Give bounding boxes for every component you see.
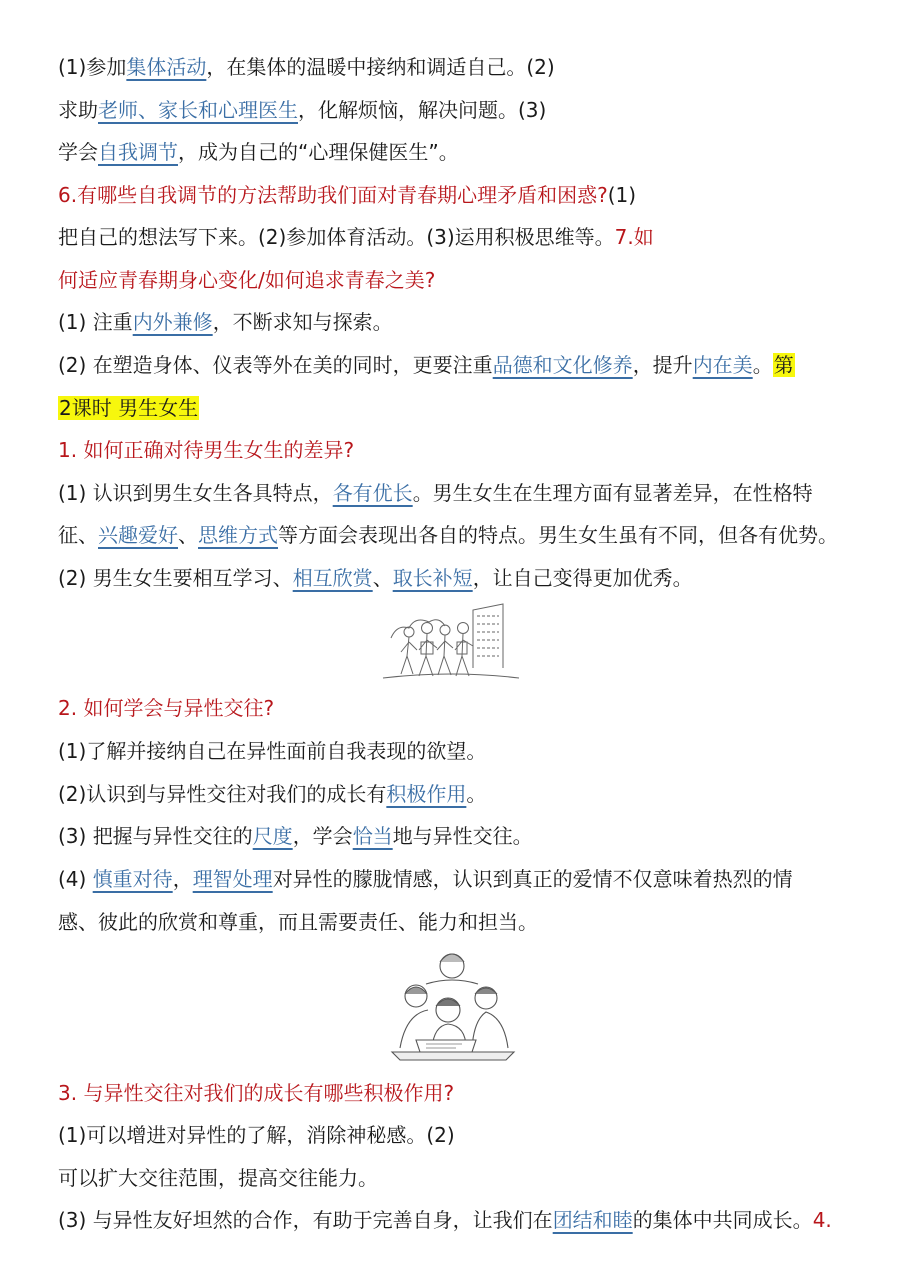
heading-text: 6.有哪些自我调节的方法帮助我们面对青春期心理矛盾和困惑? (58, 183, 608, 207)
text-line (58, 1120, 873, 1150)
text-line (58, 95, 873, 125)
body-text: ，成为自己的“心理保健医生”。 (178, 140, 459, 164)
heading-text: 4. (812, 1208, 832, 1232)
body-text: 感、彼此的欣赏和尊重，而且需要责任、能力和担当。 (58, 910, 538, 934)
study-group-illustration (386, 944, 521, 1062)
text-line (58, 736, 873, 766)
body-text: (2) 在塑造身体、仪表等外在美的同时，更要注重 (58, 353, 493, 377)
text-line (58, 779, 873, 809)
body-text: (1) (607, 183, 637, 207)
keyword-underlined: 各有优长 (332, 481, 413, 505)
text-line (58, 435, 873, 465)
text-line (58, 821, 873, 851)
keyword-underlined: 品德和文化修养 (492, 353, 633, 377)
keyword-underlined: 取长补短 (392, 566, 473, 590)
body-text: 学会 (58, 140, 98, 164)
text-line (58, 52, 873, 82)
body-text: 、 (178, 523, 198, 547)
text-line (58, 520, 873, 550)
keyword-underlined: 兴趣爱好 (98, 523, 178, 547)
body-text: ，不断求知与探索。 (212, 310, 393, 334)
body-text: ，在集体的温暖中接纳和调适自己。(2) (206, 55, 555, 79)
keyword-underlined: 积极作用 (386, 782, 467, 806)
body-text: 。 (466, 782, 487, 806)
keyword-underlined: 团结和睦 (552, 1208, 633, 1232)
body-text: 的集体中共同成长。 (632, 1208, 813, 1232)
body-text: (3) 与异性友好坦然的合作，有助于完善自身，让我们在 (58, 1208, 553, 1232)
text-line (58, 222, 873, 252)
body-text: 对异性的朦胧情感，认识到真正的爱情不仅意味着热烈的情 (272, 867, 793, 891)
body-text: 可以扩大交往范围，提高交往能力。 (58, 1166, 378, 1190)
text-line (58, 693, 873, 723)
keyword-underlined: 思维方式 (198, 523, 278, 547)
text-line (58, 180, 873, 210)
keyword-underlined: 理智处理 (192, 867, 273, 891)
heading-text: 7.如 (614, 225, 654, 249)
text-line (58, 478, 873, 508)
body-text: (4) (58, 867, 93, 891)
keyword-underlined: 恰当 (352, 824, 393, 848)
text-line (58, 307, 873, 337)
body-text: ，学会 (292, 824, 353, 848)
text-line (58, 563, 873, 593)
text-line (58, 1205, 873, 1235)
body-text: ，化解烦恼，解决问题。(3) (298, 98, 547, 122)
body-text: (2) 男生女生要相互学习、 (58, 566, 293, 590)
body-text: ， (172, 867, 193, 891)
highlighted-text: 2课时 男生女生 (59, 396, 199, 420)
body-text: 求助 (58, 98, 98, 122)
body-text: 地与异性交往。 (392, 824, 533, 848)
body-text: (3) 把握与异性交往的 (58, 824, 253, 848)
text-line (58, 393, 873, 423)
walking-students-illustration (381, 598, 521, 684)
body-text: (1)可以增进对异性的了解，消除神秘感。(2) (58, 1123, 455, 1147)
heading-text: 何适应青春期身心变化/如何追求青春之美? (58, 268, 436, 292)
text-line (58, 1078, 873, 1108)
text-line (58, 864, 873, 894)
keyword-underlined: 老师、家长和心理医生 (98, 98, 298, 122)
keyword-underlined: 集体活动 (126, 55, 207, 79)
body-text: (1)了解并接纳自己在异性面前自我表现的欲望。 (58, 739, 487, 763)
keyword-underlined: 内在美 (692, 353, 753, 377)
body-text: ，让自己变得更加优秀。 (472, 566, 693, 590)
keyword-underlined: 慎重对待 (92, 867, 173, 891)
text-line (58, 265, 873, 295)
highlighted-text: 第 (773, 353, 794, 377)
body-text: (2)认识到与异性交往对我们的成长有 (58, 782, 387, 806)
body-text: 。 (752, 353, 773, 377)
body-text: 、 (372, 566, 393, 590)
heading-text: 2. 如何学会与异性交往? (58, 696, 275, 720)
heading-text: 1. 如何正确对待男生女生的差异? (58, 438, 355, 462)
body-text: 等方面会表现出各自的特点。男生女生虽有不同，但各有优势。 (278, 523, 838, 547)
keyword-underlined: 内外兼修 (132, 310, 213, 334)
heading-text: 3. 与异性交往对我们的成长有哪些积极作用? (58, 1081, 455, 1105)
keyword-underlined: 相互欣赏 (292, 566, 373, 590)
text-line (58, 137, 873, 167)
keyword-underlined: 自我调节 (98, 140, 178, 164)
body-text: 把自己的想法写下来。(2)参加体育活动。(3)运用积极思维等。 (58, 225, 615, 249)
body-text: 征、 (58, 523, 98, 547)
body-text: (1) 认识到男生女生各具特点， (58, 481, 333, 505)
body-text: (1)参加 (58, 55, 127, 79)
body-text: ，提升 (632, 353, 693, 377)
text-line (58, 1163, 873, 1193)
keyword-underlined: 尺度 (252, 824, 293, 848)
body-text: (1) 注重 (58, 310, 133, 334)
text-line (58, 350, 873, 380)
text-line (58, 907, 873, 937)
body-text: 。男生女生在生理方面有显著差异，在性格特 (412, 481, 813, 505)
